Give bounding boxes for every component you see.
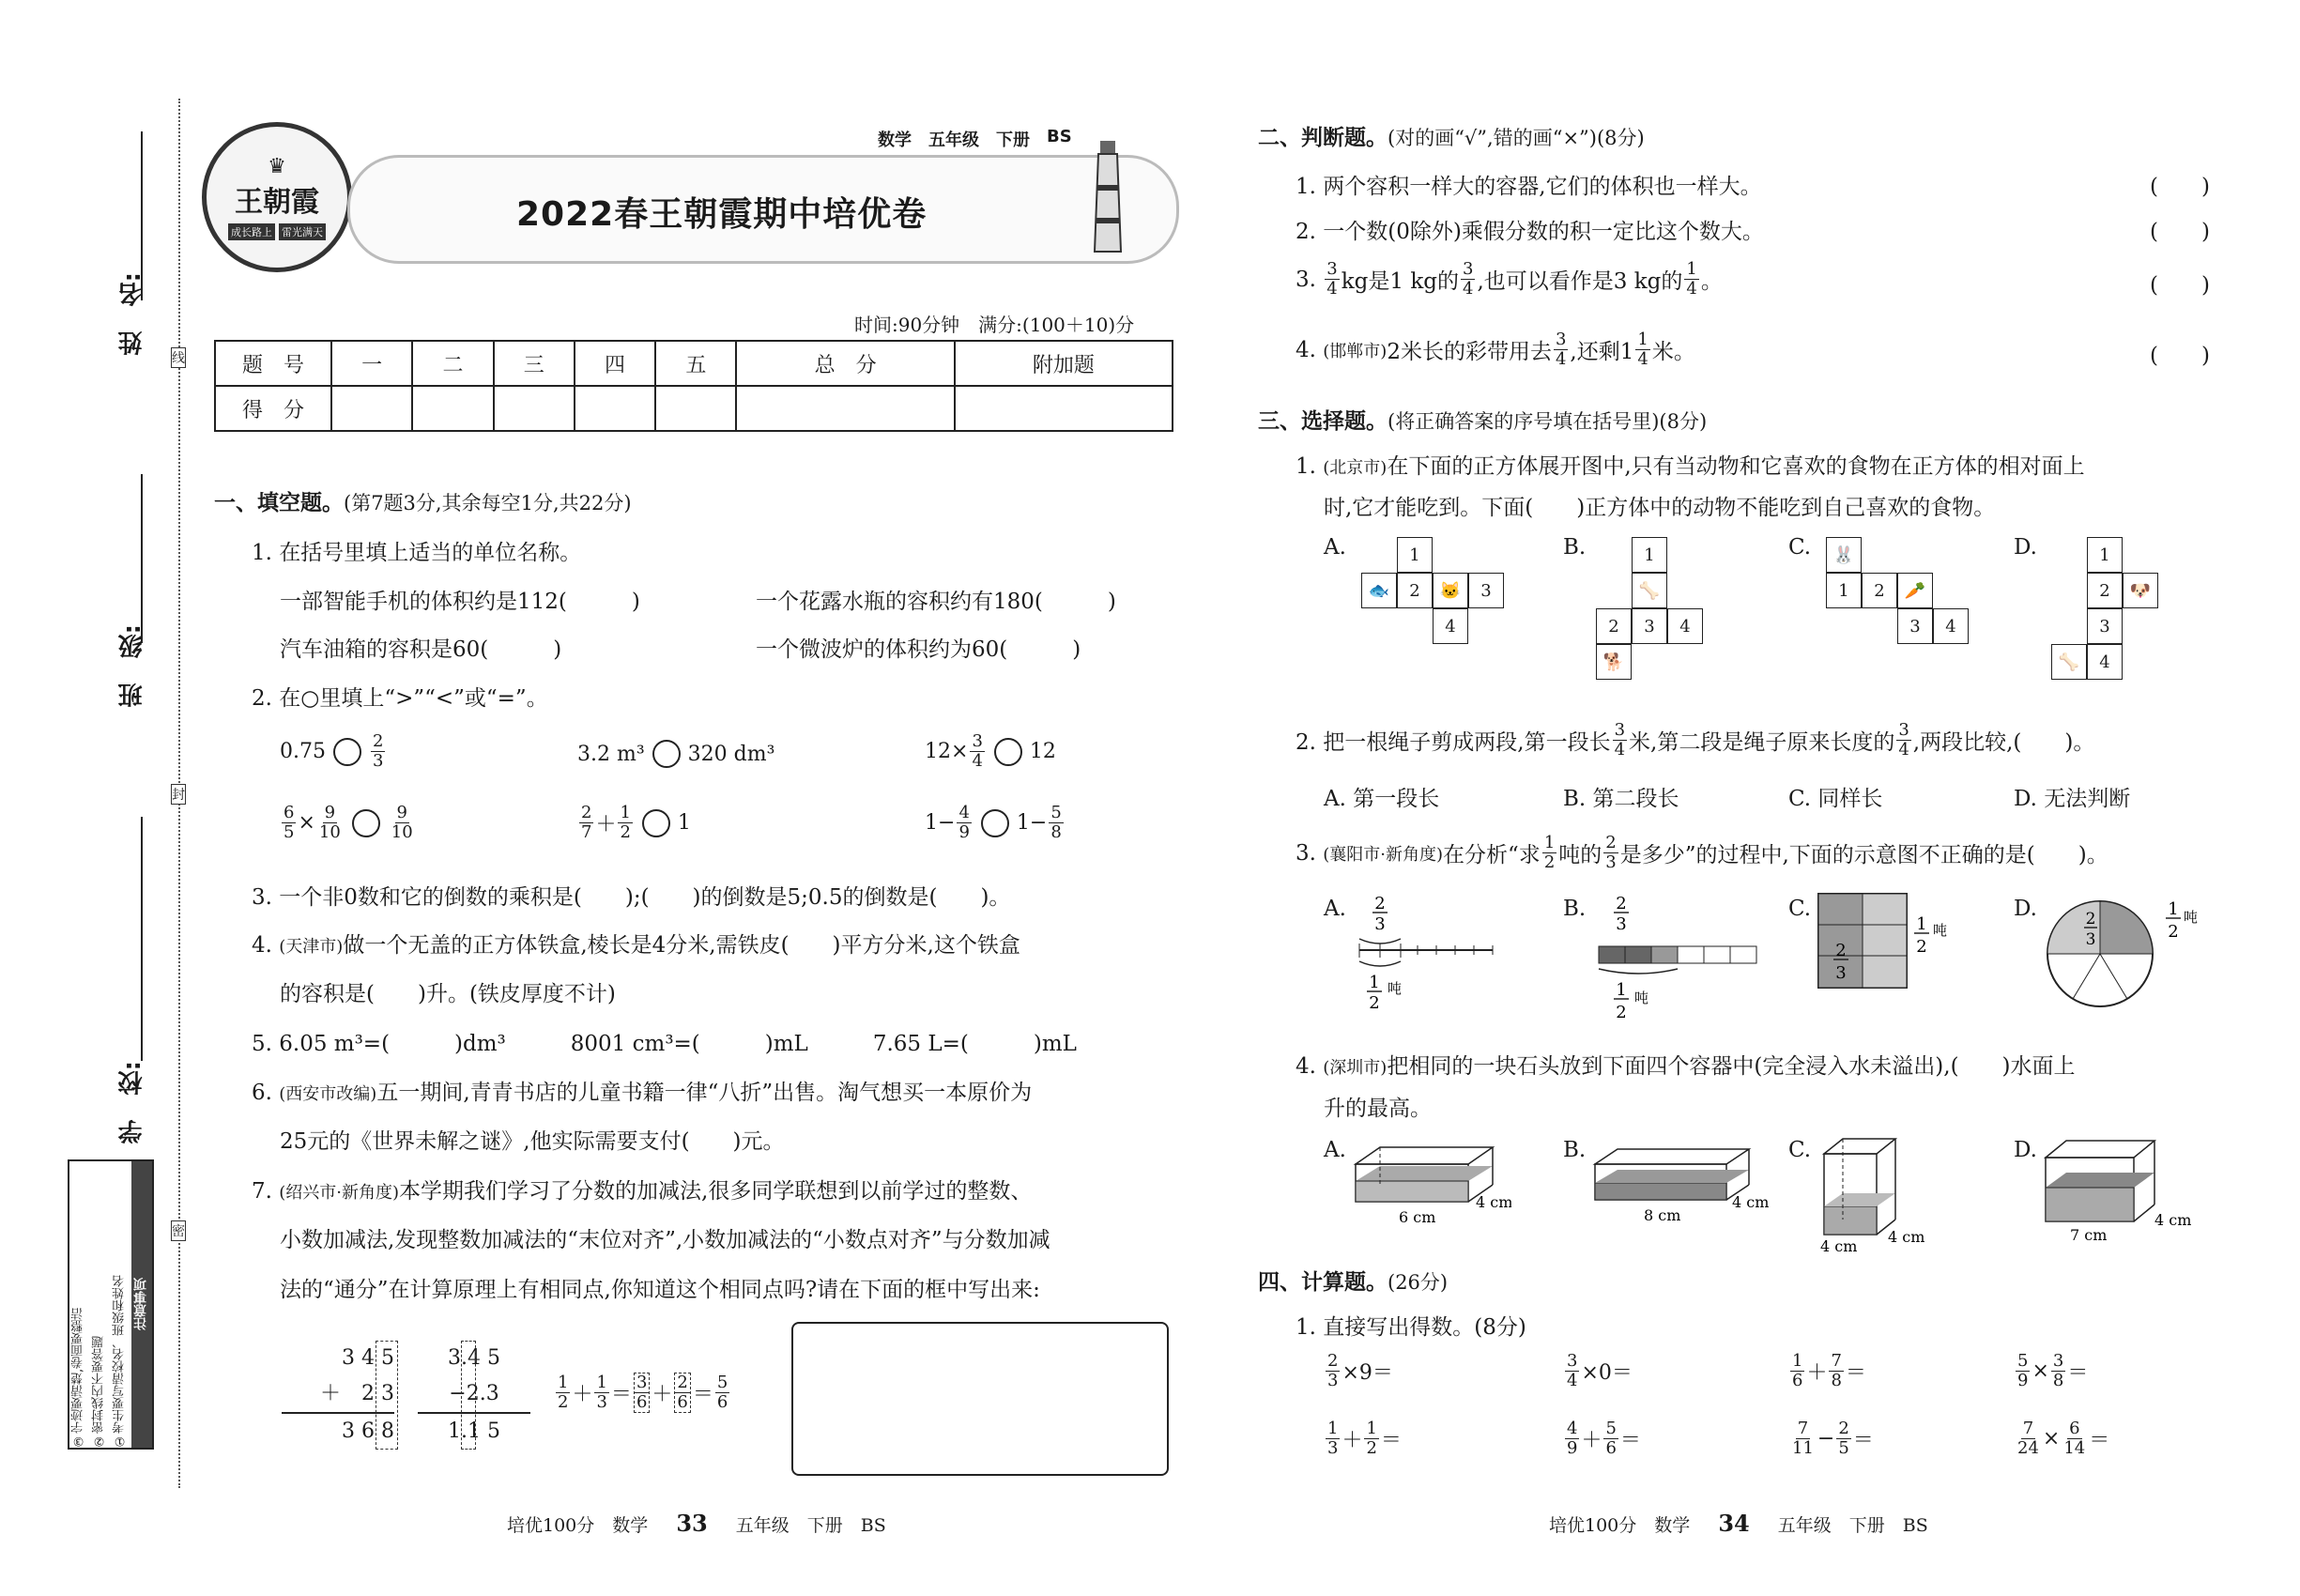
logo-crown-icon: ♛ [268, 154, 286, 178]
puppy-icon: 🐶 [2123, 573, 2158, 608]
svg-text:4 cm: 4 cm [1888, 1228, 1925, 1246]
svg-text:2: 2 [1616, 1003, 1627, 1022]
logo-text: 王朝霞 [235, 185, 319, 219]
container-d[interactable] [2042, 1131, 2201, 1244]
s1-q3: 3. 一个非0数和它的倒数的乘积是( );( )的倒数是5;0.5的倒数是( )。 [252, 885, 1011, 910]
svg-text:4 cm: 4 cm [1820, 1237, 1858, 1253]
s1-q2: 2. 在○里填上“>”“<”或“=”。 [252, 686, 548, 711]
page-title: 2022春王朝霞期中培优卷 [516, 195, 928, 234]
section2-note: (对的画“√”,错的画“×”)(8分) [1388, 127, 1645, 149]
cat-icon: 🐱 [1433, 573, 1468, 608]
container-b[interactable] [1591, 1136, 1779, 1230]
answer-paren[interactable]: ( ) [2150, 273, 2210, 298]
rabbit-icon: 🐰 [1826, 537, 1862, 573]
svg-text:8 cm: 8 cm [1644, 1206, 1681, 1224]
section2-heading [1258, 120, 1645, 151]
calc-item[interactable]: 4 9 ＋ 5 6 ＝ [1567, 1419, 1641, 1458]
s1-q7-b: 小数加减法,发现整数加减法的“末位对齐”,小数加减法的“小数点对齐”与分数加减 [280, 1228, 1050, 1252]
s3-q2-option-d[interactable]: D. 无法判断 [2014, 787, 2131, 811]
score-header-cell: 五 [655, 341, 736, 386]
s1-q7-calc-integer: 3 4 5 ＋ 2 3 3 6 8 [282, 1341, 394, 1450]
fold-mark-1: 线 [171, 347, 186, 368]
svg-text:6 cm: 6 cm [1399, 1208, 1436, 1226]
score-cell[interactable] [331, 386, 412, 431]
svg-text:2: 2 [1616, 894, 1627, 913]
score-header-cell: 一 [331, 341, 412, 386]
name-field[interactable] [141, 131, 143, 300]
score-cell[interactable] [955, 386, 1173, 431]
s3-q4-b: 升的最高。 [1324, 1097, 1432, 1121]
svg-text:吨: 吨 [2184, 909, 2199, 926]
s3-q3: 3. (襄阳市·新角度) 在分析“求 1 2 吨的 2 3 是多少”的过程中,下面的示意图不正确的是( )。 [1296, 833, 2108, 872]
calc-item[interactable]: 2 3 ×9＝ [1327, 1351, 1393, 1390]
container-a[interactable] [1352, 1136, 1511, 1230]
s3-q4-option-c-label: C. [1788, 1138, 1812, 1162]
s3-q4-a: 4. (深圳市)把相同的一块石头放到下面四个容器中(完全浸入水未溢出),( )水面上 [1296, 1054, 2076, 1079]
option-b-label: B. [1563, 535, 1587, 560]
score-header-cell: 题 号 [215, 341, 331, 386]
class-field[interactable] [141, 474, 143, 643]
score-header-cell: 总 分 [736, 341, 954, 386]
svg-text:4 cm: 4 cm [1476, 1193, 1511, 1211]
svg-text:2: 2 [1369, 993, 1380, 1013]
section3-title: 三、选择题。 [1258, 409, 1388, 434]
lighthouse-icon [1089, 131, 1127, 253]
notice-item-1: ①考生要写清校名、班级和姓名 [113, 1275, 127, 1448]
score-header-cell: 四 [575, 341, 655, 386]
subject-tags [878, 127, 1072, 151]
notice-box [68, 1159, 154, 1450]
s3-q2-option-b[interactable]: B. 第二段长 [1563, 787, 1679, 811]
calc-item[interactable]: 5 9 × 3 8 ＝ [2017, 1351, 2089, 1390]
s1-q4-b: 的容积是( )升。(铁皮厚度不计) [280, 982, 616, 1006]
footer-right: 培优100分 数学 34 五年级 下册 BS [1549, 1510, 1928, 1537]
section3-note: (将正确答案的序号填在括号里)(8分) [1388, 410, 1708, 433]
svg-text:7 cm: 7 cm [2070, 1226, 2108, 1244]
tag-subject: 数学 [878, 130, 912, 150]
s1-q1-d: 一个微波炉的体积约为60( ) [756, 637, 1081, 662]
tag-edition: BS [1047, 127, 1072, 146]
s3-q3-option-b-label: B. [1563, 897, 1587, 921]
option-c-label: C. [1788, 535, 1812, 560]
time-info: 时间:90分钟 满分:(100＋10)分 [854, 314, 1135, 336]
score-table-score-row [215, 386, 1173, 431]
s1-q7-answer-box[interactable] [791, 1322, 1169, 1476]
s3-q3-diagram-a[interactable] [1352, 892, 1502, 1023]
option-d-label: D. [2014, 535, 2037, 560]
section4-title: 四、计算题。 [1258, 1270, 1388, 1295]
tag-volume: 下册 [996, 130, 1030, 150]
s1-q2-item-b: 3.2 m³ 320 dm³ [577, 740, 774, 768]
score-cell[interactable] [494, 386, 575, 431]
compare-circle[interactable] [352, 809, 380, 837]
dog-icon: 🐕 [1596, 644, 1632, 680]
s1-q2-item-a: 0.75 2 3 [280, 731, 384, 771]
s1-q1-a: 一部智能手机的体积约是112( ) [280, 590, 640, 614]
svg-text:吨: 吨 [1933, 922, 1948, 939]
svg-text:2: 2 [1835, 941, 1847, 960]
s1-q2-item-d: 6 5 × 9 10 9 10 [284, 803, 413, 842]
s2-q4: 4. (邯郸市) 2米长的彩带用去 3 4 ,还剩1 1 4 米。 [1296, 330, 1695, 369]
s1-q6-a: 6. (西安市改编)五一期间,青青书店的儿童书籍一律“八折”出售。淘气想买一本原价为 [252, 1081, 1033, 1105]
s3-q3-diagram-b[interactable] [1591, 892, 1760, 1033]
s3-q4-option-d-label: D. [2014, 1138, 2037, 1162]
fish-icon: 🐟 [1361, 573, 1397, 608]
school-label: 学 校: [118, 1061, 146, 1144]
s1-q7-fraction-eq: 1 2 ＋ 1 3 ＝ 3 6 ＋ 2 6 ＝ 5 6 [558, 1373, 728, 1412]
section4-note: (26分) [1388, 1271, 1449, 1294]
section4-heading [1258, 1265, 1448, 1296]
s4-q1: 1. 直接写出得数。(8分) [1296, 1315, 1526, 1340]
score-table-header-row [215, 341, 1173, 386]
score-header-cell: 附加题 [955, 341, 1173, 386]
score-cell[interactable] [655, 386, 736, 431]
svg-text:2: 2 [2085, 910, 2096, 928]
svg-text:2: 2 [2168, 922, 2179, 942]
s3-q1-a: 1. (北京市)在下面的正方体展开图中,只有当动物和它喜欢的食物在正方体的相对面上 [1296, 454, 2085, 479]
section2-title: 二、判断题。 [1258, 126, 1388, 150]
s1-q7-calc-decimal: 3.4 5 −2.3 1.1 5 [418, 1341, 530, 1450]
page-number: 33 [676, 1510, 708, 1537]
svg-text:1: 1 [1616, 980, 1627, 1000]
s3-q3-diagram-c[interactable] [1817, 892, 1957, 995]
score-cell[interactable] [736, 386, 954, 431]
fold-mark-3: 密 [171, 1220, 186, 1241]
section1-heading [214, 485, 632, 516]
tag-grade: 五年级 [928, 130, 979, 150]
s3-q4-option-b-label: B. [1563, 1138, 1587, 1162]
answer-paren[interactable]: ( ) [2150, 220, 2210, 244]
section3-heading [1258, 404, 1707, 435]
score-header-cell: 二 [412, 341, 493, 386]
s3-q4-option-a-label: A. [1324, 1138, 1346, 1162]
s1-q2-item-f: 1− $\frac{4}{9}$ 1− $\frac{5}{8}$ [925, 803, 1062, 842]
score-table [214, 340, 1173, 432]
container-c[interactable] [1817, 1131, 1967, 1253]
notice-item-3: ③字迹要清楚,卷面要整洁 [71, 1307, 85, 1448]
compare-circle[interactable] [981, 809, 1009, 837]
s1-q6-b: 25元的《世界未解之谜》,他实际需要支付( )元。 [280, 1129, 785, 1154]
logo-tagline-2: 雷光满天 [279, 223, 326, 240]
svg-text:1: 1 [1916, 914, 1927, 934]
score-row-label: 得 分 [215, 386, 331, 431]
carrot-icon: 🥕 [1897, 573, 1933, 608]
bone-icon: 🦴 [1632, 573, 1667, 608]
s1-q5: 5. 6.05 m³=( )dm³ 8001 cm³=( )mL 7.65 L=( )mL [252, 1032, 1077, 1056]
svg-text:吨: 吨 [1634, 990, 1649, 1006]
s3-q3-option-c-label: C. [1788, 897, 1812, 921]
svg-text:3: 3 [1835, 963, 1847, 983]
s3-q2-option-c[interactable]: C. 同样长 [1788, 787, 1883, 811]
decimal-point-box [461, 1341, 476, 1450]
section1-title: 一、填空题。 [214, 491, 344, 515]
s3-q3-diagram-d[interactable] [2042, 892, 2201, 1014]
bone-icon: 🦴 [2051, 644, 2087, 680]
page-number: 34 [1718, 1510, 1750, 1537]
compare-circle[interactable] [652, 740, 681, 768]
s3-q2: 2. 把一根绳子剪成两段,第一段长 3 4 米,第二段是绳子原来长度的 3 4 ,两段比较,( )。 [1296, 720, 2095, 760]
s3-q1-b: 时,它才能吃到。下面( )正方体中的动物不能吃到自己喜欢的食物。 [1324, 496, 1996, 520]
school-field[interactable] [141, 817, 143, 1061]
score-header-cell: 三 [494, 341, 575, 386]
s1-q4-a: 4. (天津市)做一个无盖的正方体铁盒,棱长是4分米,需铁皮( )平方分米,这个铁盒 [252, 933, 1020, 958]
s2-q2: 2. 一个数(0除外)乘假分数的积一定比这个数大。 [1296, 220, 1764, 244]
name-label: 姓 名: [118, 272, 146, 356]
answer-paren[interactable]: ( ) [2150, 175, 2210, 199]
s1-q7-c: 法的“通分”在计算原理上有相同点,你知道这个相同点吗?请在下面的框中写出来: [280, 1278, 1040, 1302]
calc-item[interactable]: 7 11 − 2 5 ＝ [1792, 1419, 1874, 1458]
s3-q3-option-a-label: A. [1324, 897, 1346, 921]
svg-text:2: 2 [1374, 894, 1386, 913]
footer-left: 培优100分 数学 33 五年级 下册 BS [507, 1510, 886, 1537]
compare-circle[interactable] [642, 809, 670, 837]
s1-q1-c: 汽车油箱的容积是60( ) [280, 637, 562, 662]
section1-note: (第7题3分,其余每空1分,共22分) [344, 492, 632, 514]
digit-align-box [376, 1341, 398, 1450]
svg-text:1: 1 [2168, 899, 2179, 919]
s1-q7-a: 7. (绍兴市·新角度)本学期我们学习了分数的加减法,很多同学联想到以前学过的整数、 [252, 1179, 1033, 1204]
s1-q1: 1. 在括号里填上适当的单位名称。 [252, 541, 582, 565]
calc-item[interactable]: 3 4 ×0＝ [1567, 1351, 1633, 1390]
s3-q2-option-a[interactable]: A. 第一段长 [1324, 787, 1440, 811]
compare-circle[interactable] [333, 738, 361, 766]
s3-q3-option-d-label: D. [2014, 897, 2037, 921]
s2-q3: 3. 3 4 kg是1 kg的 3 4 ,也可以看作是3 kg的 1 4 。 [1296, 259, 1723, 299]
logo-tagline-1: 成长路上 [228, 223, 275, 240]
s1-q1-b: 一个花露水瓶的容积约有180( ) [756, 590, 1116, 614]
notice-title: 注意事项 [131, 1161, 152, 1448]
svg-text:3: 3 [1374, 914, 1386, 934]
calc-item[interactable]: 1 3 ＋ 1 2 ＝ [1327, 1419, 1402, 1458]
svg-text:3: 3 [2085, 930, 2096, 949]
answer-paren[interactable]: ( ) [2150, 344, 2210, 368]
svg-text:吨: 吨 [1388, 980, 1403, 997]
svg-text:4 cm: 4 cm [2154, 1211, 2192, 1229]
class-label: 班 级: [118, 624, 146, 708]
score-cell[interactable] [575, 386, 655, 431]
svg-text:3: 3 [1616, 914, 1627, 934]
logo-badge [202, 122, 352, 272]
s1-q2-item-e: 2 7 ＋ 1 2 1 [581, 803, 691, 842]
s1-q2-item-c: 12× $\frac{3}{4}$ 12 [925, 731, 1056, 771]
s2-q1: 1. 两个容积一样大的容器,它们的体积也一样大。 [1296, 175, 1762, 199]
notice-item-2: ②密封线内不要答题 [92, 1336, 106, 1448]
svg-text:1: 1 [1369, 973, 1380, 992]
option-a-label: A. [1324, 535, 1346, 560]
fold-mark-2: 封 [171, 784, 186, 805]
compare-circle[interactable] [994, 738, 1022, 766]
svg-text:2: 2 [1916, 937, 1927, 957]
svg-text:4 cm: 4 cm [1732, 1193, 1770, 1211]
calc-item[interactable]: 7 24 × 6 14 ＝ [2017, 1419, 2110, 1458]
score-cell[interactable] [412, 386, 493, 431]
calc-item[interactable]: 1 6 ＋ 7 8 ＝ [1792, 1351, 1866, 1390]
